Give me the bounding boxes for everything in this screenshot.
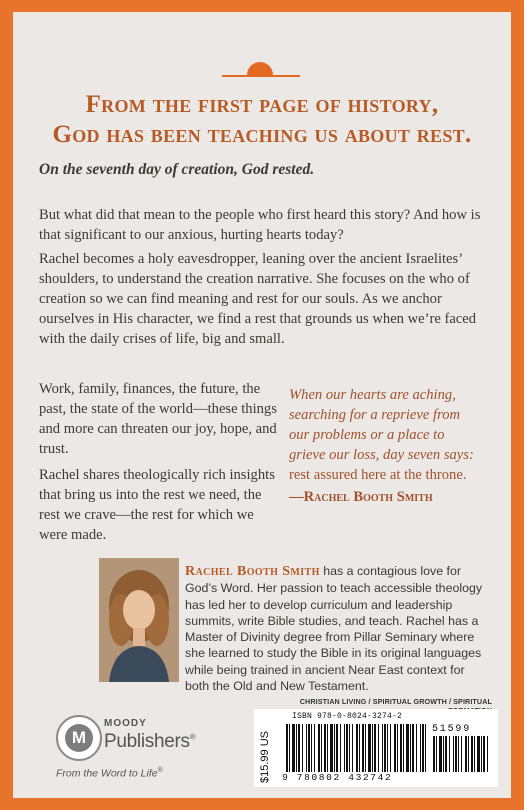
barcode-stripe [372, 724, 373, 772]
barcode-stripe [458, 736, 459, 772]
barcode-stripe [436, 736, 437, 772]
publisher-name-bottom-text: Publishers [104, 731, 190, 752]
pull-quote-italic: When our hearts are aching, searching for a reprieve from our problems or a place to grieve our loss, day seven says: [289, 387, 474, 463]
barcode-stripe [330, 724, 333, 772]
trademark-mark: ® [189, 732, 196, 742]
barcode-stripe [327, 724, 328, 772]
author-name: Rachel Booth Smith [185, 564, 320, 579]
barcode-icon [286, 724, 426, 772]
author-portrait-icon [99, 558, 179, 682]
paragraph-2: Rachel becomes a holy eavesdropper, leaning over the ancient Israelites’ shoulders, to understand the creation narrative. She focuses on the who of creation so we can find meaning and rest for our souls. As we anchor ourselves in His character, we find a rest that grounds us when we’re faced with the daily crises of life, big and small. [39, 251, 477, 347]
barcode-stripe [449, 736, 450, 772]
price-label [259, 725, 273, 785]
barcode-stripe [292, 724, 295, 772]
barcode-stripe [349, 724, 350, 772]
pull-quote-attribution: —Rachel Booth Smith [289, 489, 433, 505]
barcode-stripe [368, 724, 371, 772]
publisher-name-bottom [104, 731, 195, 753]
barcode-stripe [362, 724, 364, 772]
barcode-stripe [318, 724, 320, 772]
barcode-stripe [311, 724, 312, 772]
addon-barcode-icon [433, 736, 491, 772]
barcode-stripe [321, 724, 322, 772]
paragraph-1: But what did that mean to the people who first heard this story? And how is that significant to our anxious, hurting hearts today? [39, 207, 481, 243]
tagline-mark: ® [157, 767, 163, 774]
barcode-stripe [306, 724, 307, 772]
barcode-stripe [397, 724, 398, 772]
isbn-label: ISBN 978-0-8024-3274-2 [292, 712, 403, 721]
barcode-stripe [352, 724, 353, 772]
barcode-stripe [406, 724, 409, 772]
headline-line-2: God has been teaching us about rest. [52, 121, 472, 148]
logo-letter: M [65, 724, 93, 752]
barcode-stripe [334, 724, 335, 772]
author-bio [185, 563, 485, 694]
publisher-tagline [56, 767, 163, 780]
barcode-stripe [412, 724, 414, 772]
lead-sentence: On the seventh day of creation, God rested. [39, 161, 315, 178]
barcode-stripe [420, 724, 421, 772]
price-text: $15.99 US [259, 731, 271, 783]
barcode-stripe [289, 724, 290, 772]
barcode-stripe [443, 736, 444, 772]
barcode-stripe [481, 736, 482, 772]
barcode-stripe [455, 736, 457, 772]
barcode-stripe [477, 736, 480, 772]
barcode-stripe [471, 736, 473, 772]
barcode-stripe [286, 724, 288, 772]
barcode-stripe [346, 724, 348, 772]
barcode-stripe [344, 724, 345, 772]
headline [0, 90, 524, 150]
category-line: CHRISTIAN LIVING / SPIRITUAL GROWTH / SPIRITUAL [299, 697, 492, 706]
barcode-digits: 9 780802 432742 [282, 772, 393, 783]
moody-logo-icon [56, 715, 102, 761]
barcode-stripe [465, 736, 467, 772]
publisher-tagline-text: From the Word to Life [56, 767, 158, 780]
horizon-line [222, 75, 300, 77]
paragraph-4: Rachel shares theologically rich insights that bring us into the rest we need, the rest we crave—the rest for which we were made. [39, 467, 275, 543]
headline-line-1: From the first page of history, [85, 91, 439, 118]
author-bio-text: has a contagious love for God’s Word. Her passion to teach accessible theology has led her to develop curriculum and leadership summits, write Bible studies, and teach. Rachel has a Master of Divinity degree from Pillar Seminary where she learned to study the Bible in its original languages while being trained in ancient Near East context for both the Old and New Testament. [185, 564, 483, 694]
barcode-stripe [439, 736, 442, 772]
barcode-stripe [483, 736, 485, 772]
addon-digits: 51599 [432, 724, 472, 735]
barcode-stripe [445, 736, 447, 772]
pull-quote-plain: rest assured here at the throne. [289, 467, 467, 483]
barcode-stripe [416, 724, 417, 772]
barcode-stripe [453, 736, 454, 772]
barcode-stripe [378, 724, 379, 772]
barcode-stripe [422, 724, 424, 772]
barcode-stripe [394, 724, 396, 772]
barcode-stripe [425, 724, 426, 772]
publisher-name-top: MOODY [104, 718, 147, 729]
barcode-stripe [336, 724, 338, 772]
barcode-stripe [324, 724, 326, 772]
barcode-stripe [487, 736, 488, 772]
barcode-stripe [433, 736, 435, 772]
barcode-stripe [468, 736, 469, 772]
barcode-stripe [365, 724, 366, 772]
barcode-stripe [359, 724, 360, 772]
barcode-stripe [403, 724, 404, 772]
barcode-stripe [314, 724, 315, 772]
author-photo [99, 558, 179, 682]
barcode-stripe [384, 724, 386, 772]
barcode-stripe [400, 724, 402, 772]
barcode-stripe [382, 724, 383, 772]
barcode-stripe [296, 724, 297, 772]
barcode-stripe [340, 724, 341, 772]
paragraph-3: Work, family, finances, the future, the past, the state of the world—these things and more can threaten our joy, hope, and trust. [39, 381, 277, 457]
barcode-stripe [298, 724, 300, 772]
barcode-stripe [410, 724, 411, 772]
barcode-stripe [474, 736, 475, 772]
barcode-stripe [302, 724, 303, 772]
pull-quote [289, 385, 479, 507]
barcode-stripe [356, 724, 358, 772]
barcode-stripe [308, 724, 310, 772]
barcode-stripe [461, 736, 462, 772]
barcode-stripe [374, 724, 376, 772]
barcode-stripe [390, 724, 391, 772]
barcode-stripe [387, 724, 388, 772]
